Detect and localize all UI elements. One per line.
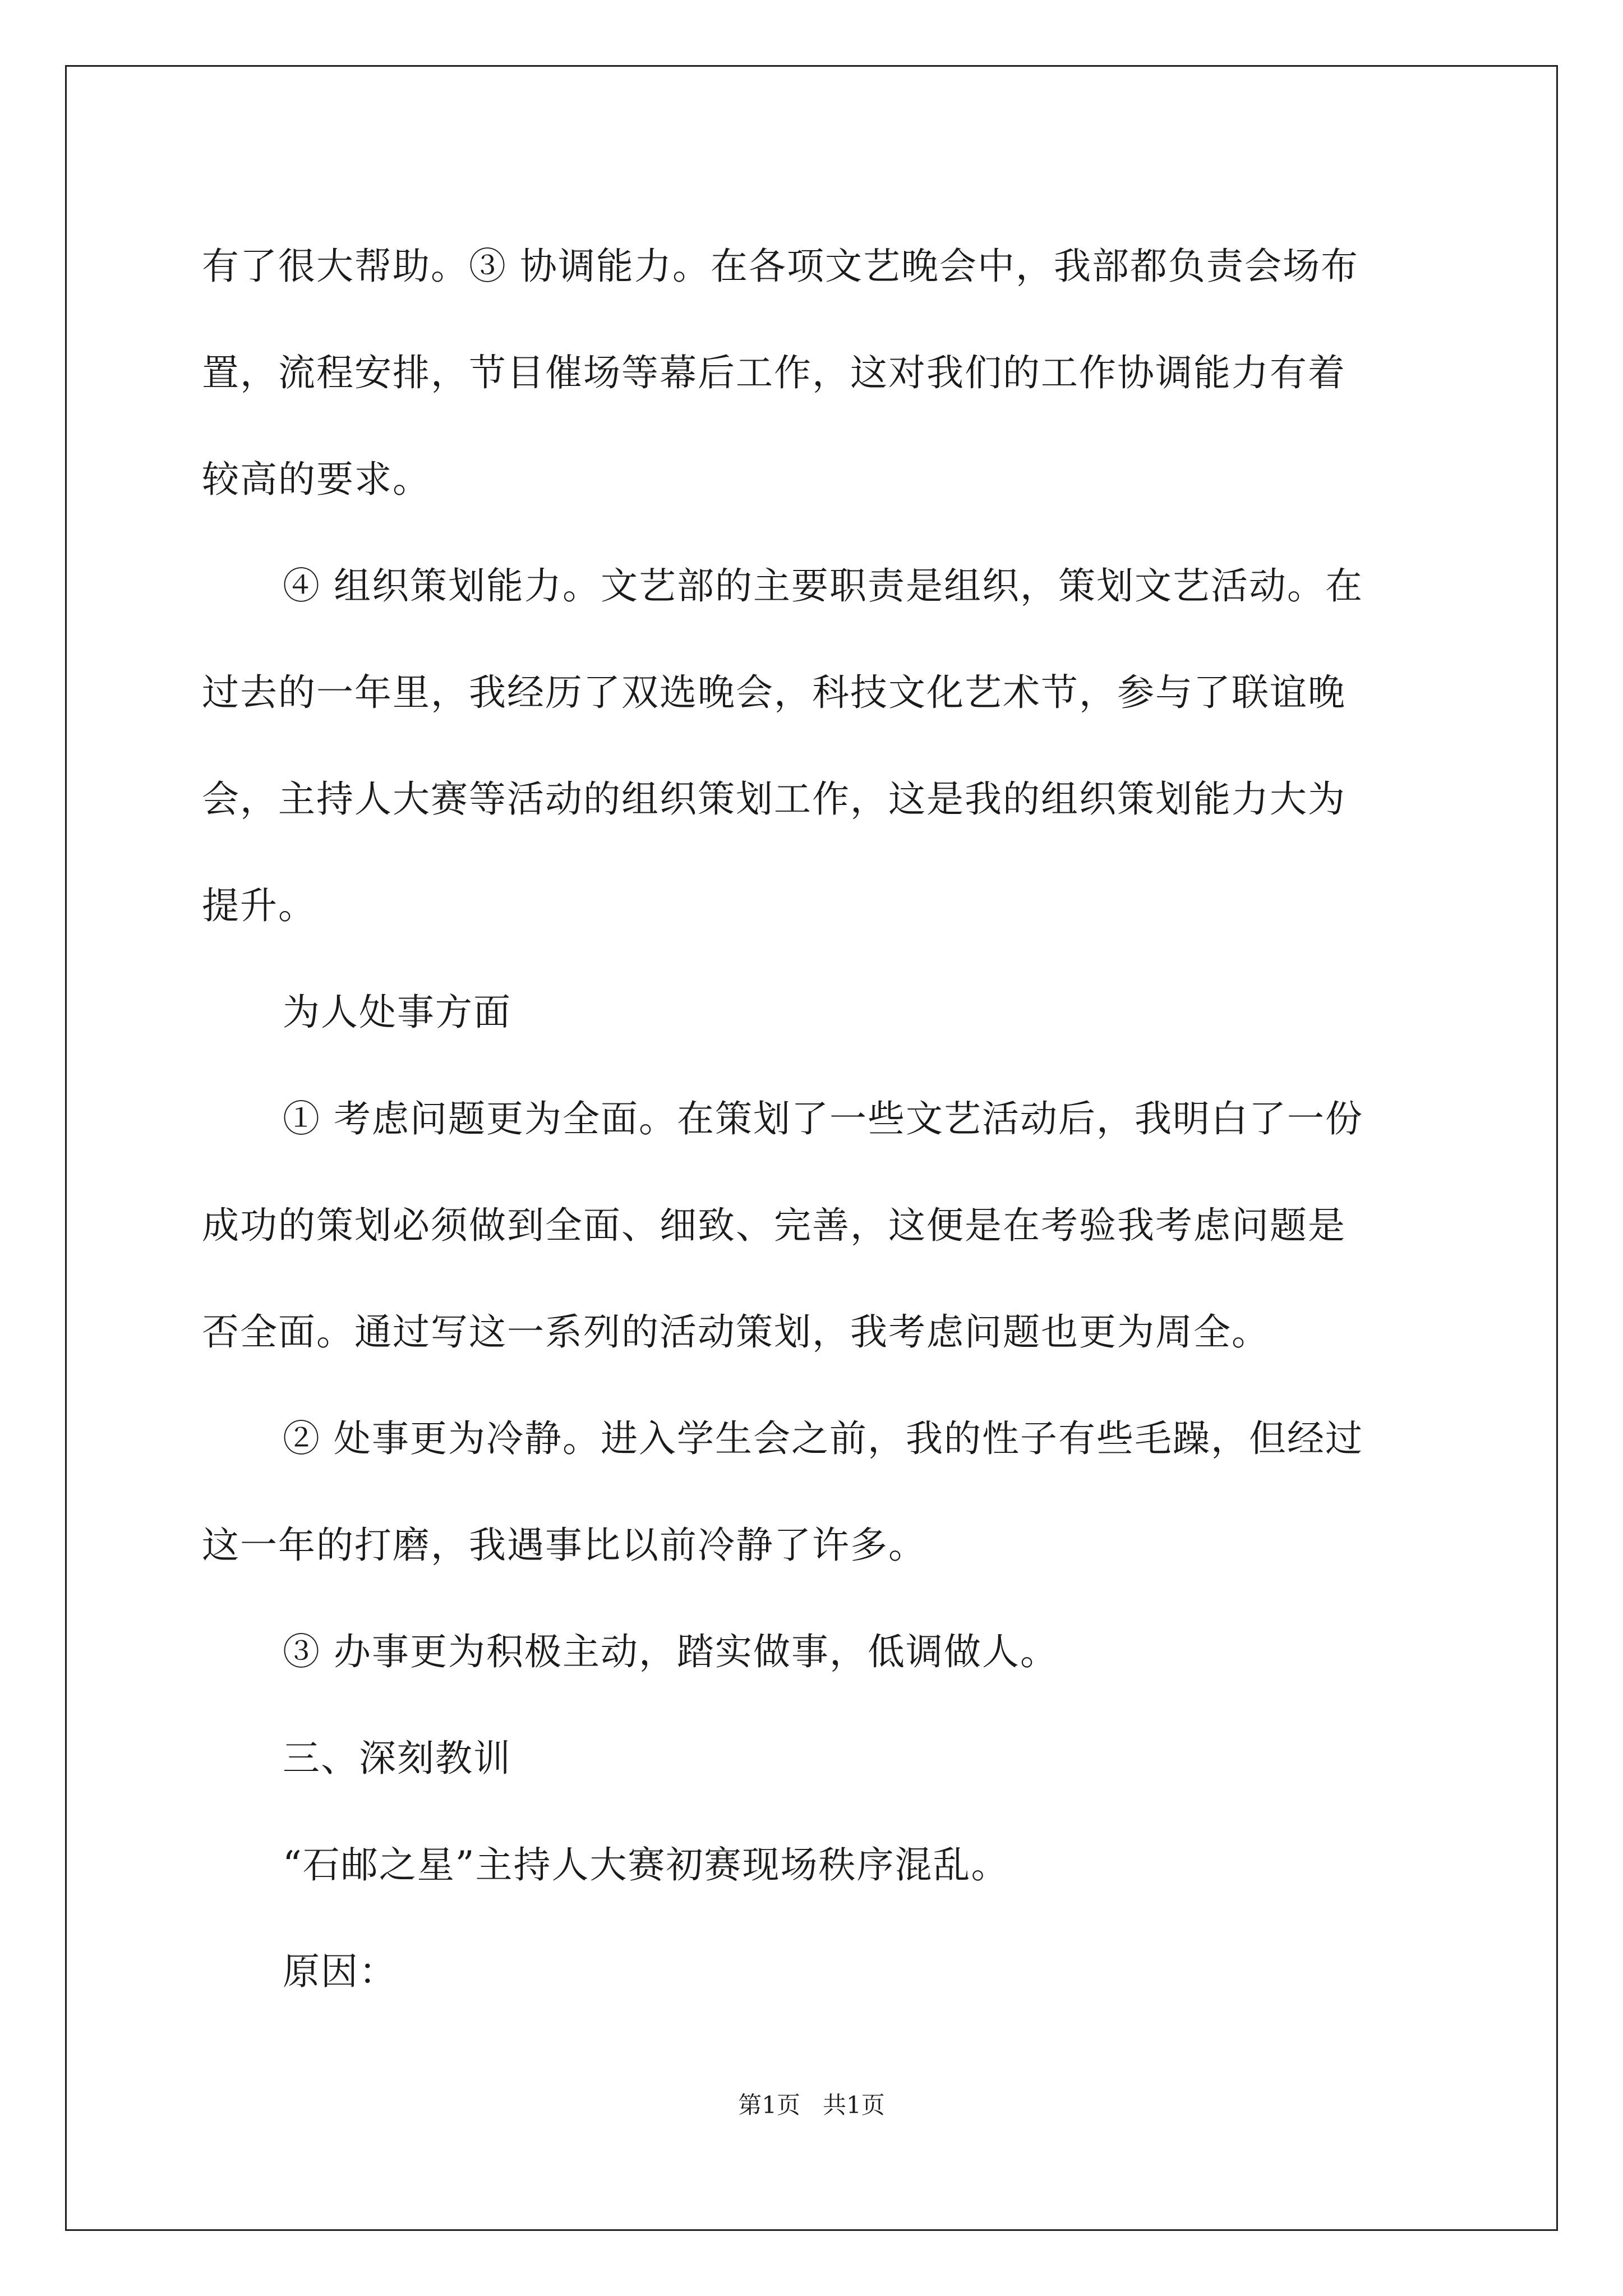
text-line: 成功的策划必须做到全面、细致、完善，这便是在考验我考虑问题是	[202, 1204, 1346, 1247]
text-line: ④ 组织策划能力。文艺部的主要职责是组织，策划文艺活动。在	[283, 564, 1363, 608]
text-line: ② 处事更为冷静。进入学生会之前，我的性子有些毛躁，但经过	[283, 1417, 1363, 1460]
text-line: 会，主持人大赛等活动的组织策划工作，这是我的组织策划能力大为	[202, 777, 1346, 821]
paragraph-2	[202, 533, 1436, 959]
paragraph-5	[202, 1386, 1436, 1599]
text-line: 三、深刻教训	[283, 1737, 511, 1780]
paragraph-9	[202, 1918, 1436, 2025]
text-line: 提升。	[202, 884, 316, 927]
section-heading-conduct	[202, 959, 1436, 1066]
paragraph-8	[202, 1812, 1436, 1918]
text-line: 置，流程安排，节目催场等幕后工作，这对我们的工作协调能力有着	[202, 351, 1346, 394]
page-number-current: 第1页	[738, 2091, 800, 2119]
text-line: “石邮之星”主持人大赛初赛现场秩序混乱。	[283, 1843, 1009, 1887]
text-line: 否全面。通过写这一系列的活动策划，我考虑问题也更为周全。	[202, 1310, 1270, 1354]
text-line: 这一年的打磨，我遇事比以前冷静了许多。	[202, 1524, 926, 1567]
text-line: ① 考虑问题更为全面。在策划了一些文艺活动后，我明白了一份	[283, 1097, 1363, 1140]
paragraph-1	[202, 213, 1436, 533]
paragraph-4	[202, 1066, 1436, 1386]
text-line: 有了很大帮助。③ 协调能力。在各项文艺晚会中，我部都负责会场布	[202, 245, 1359, 288]
text-line: 过去的一年里，我经历了双选晚会，科技文化艺术节，参与了联谊晚	[202, 671, 1346, 714]
page-footer	[0, 2087, 1623, 2120]
text-line: ③ 办事更为积极主动，踏实做事，低调做人。	[283, 1630, 1058, 1673]
document-body	[202, 213, 1436, 2025]
paragraph-6	[202, 1599, 1436, 1705]
text-line: 较高的要求。	[202, 458, 431, 501]
page-number-total: 共1页	[823, 2091, 885, 2119]
text-line: 原因：	[283, 1950, 397, 1993]
text-line: 为人处事方面	[283, 991, 511, 1034]
section-heading-lessons	[202, 1705, 1436, 1812]
